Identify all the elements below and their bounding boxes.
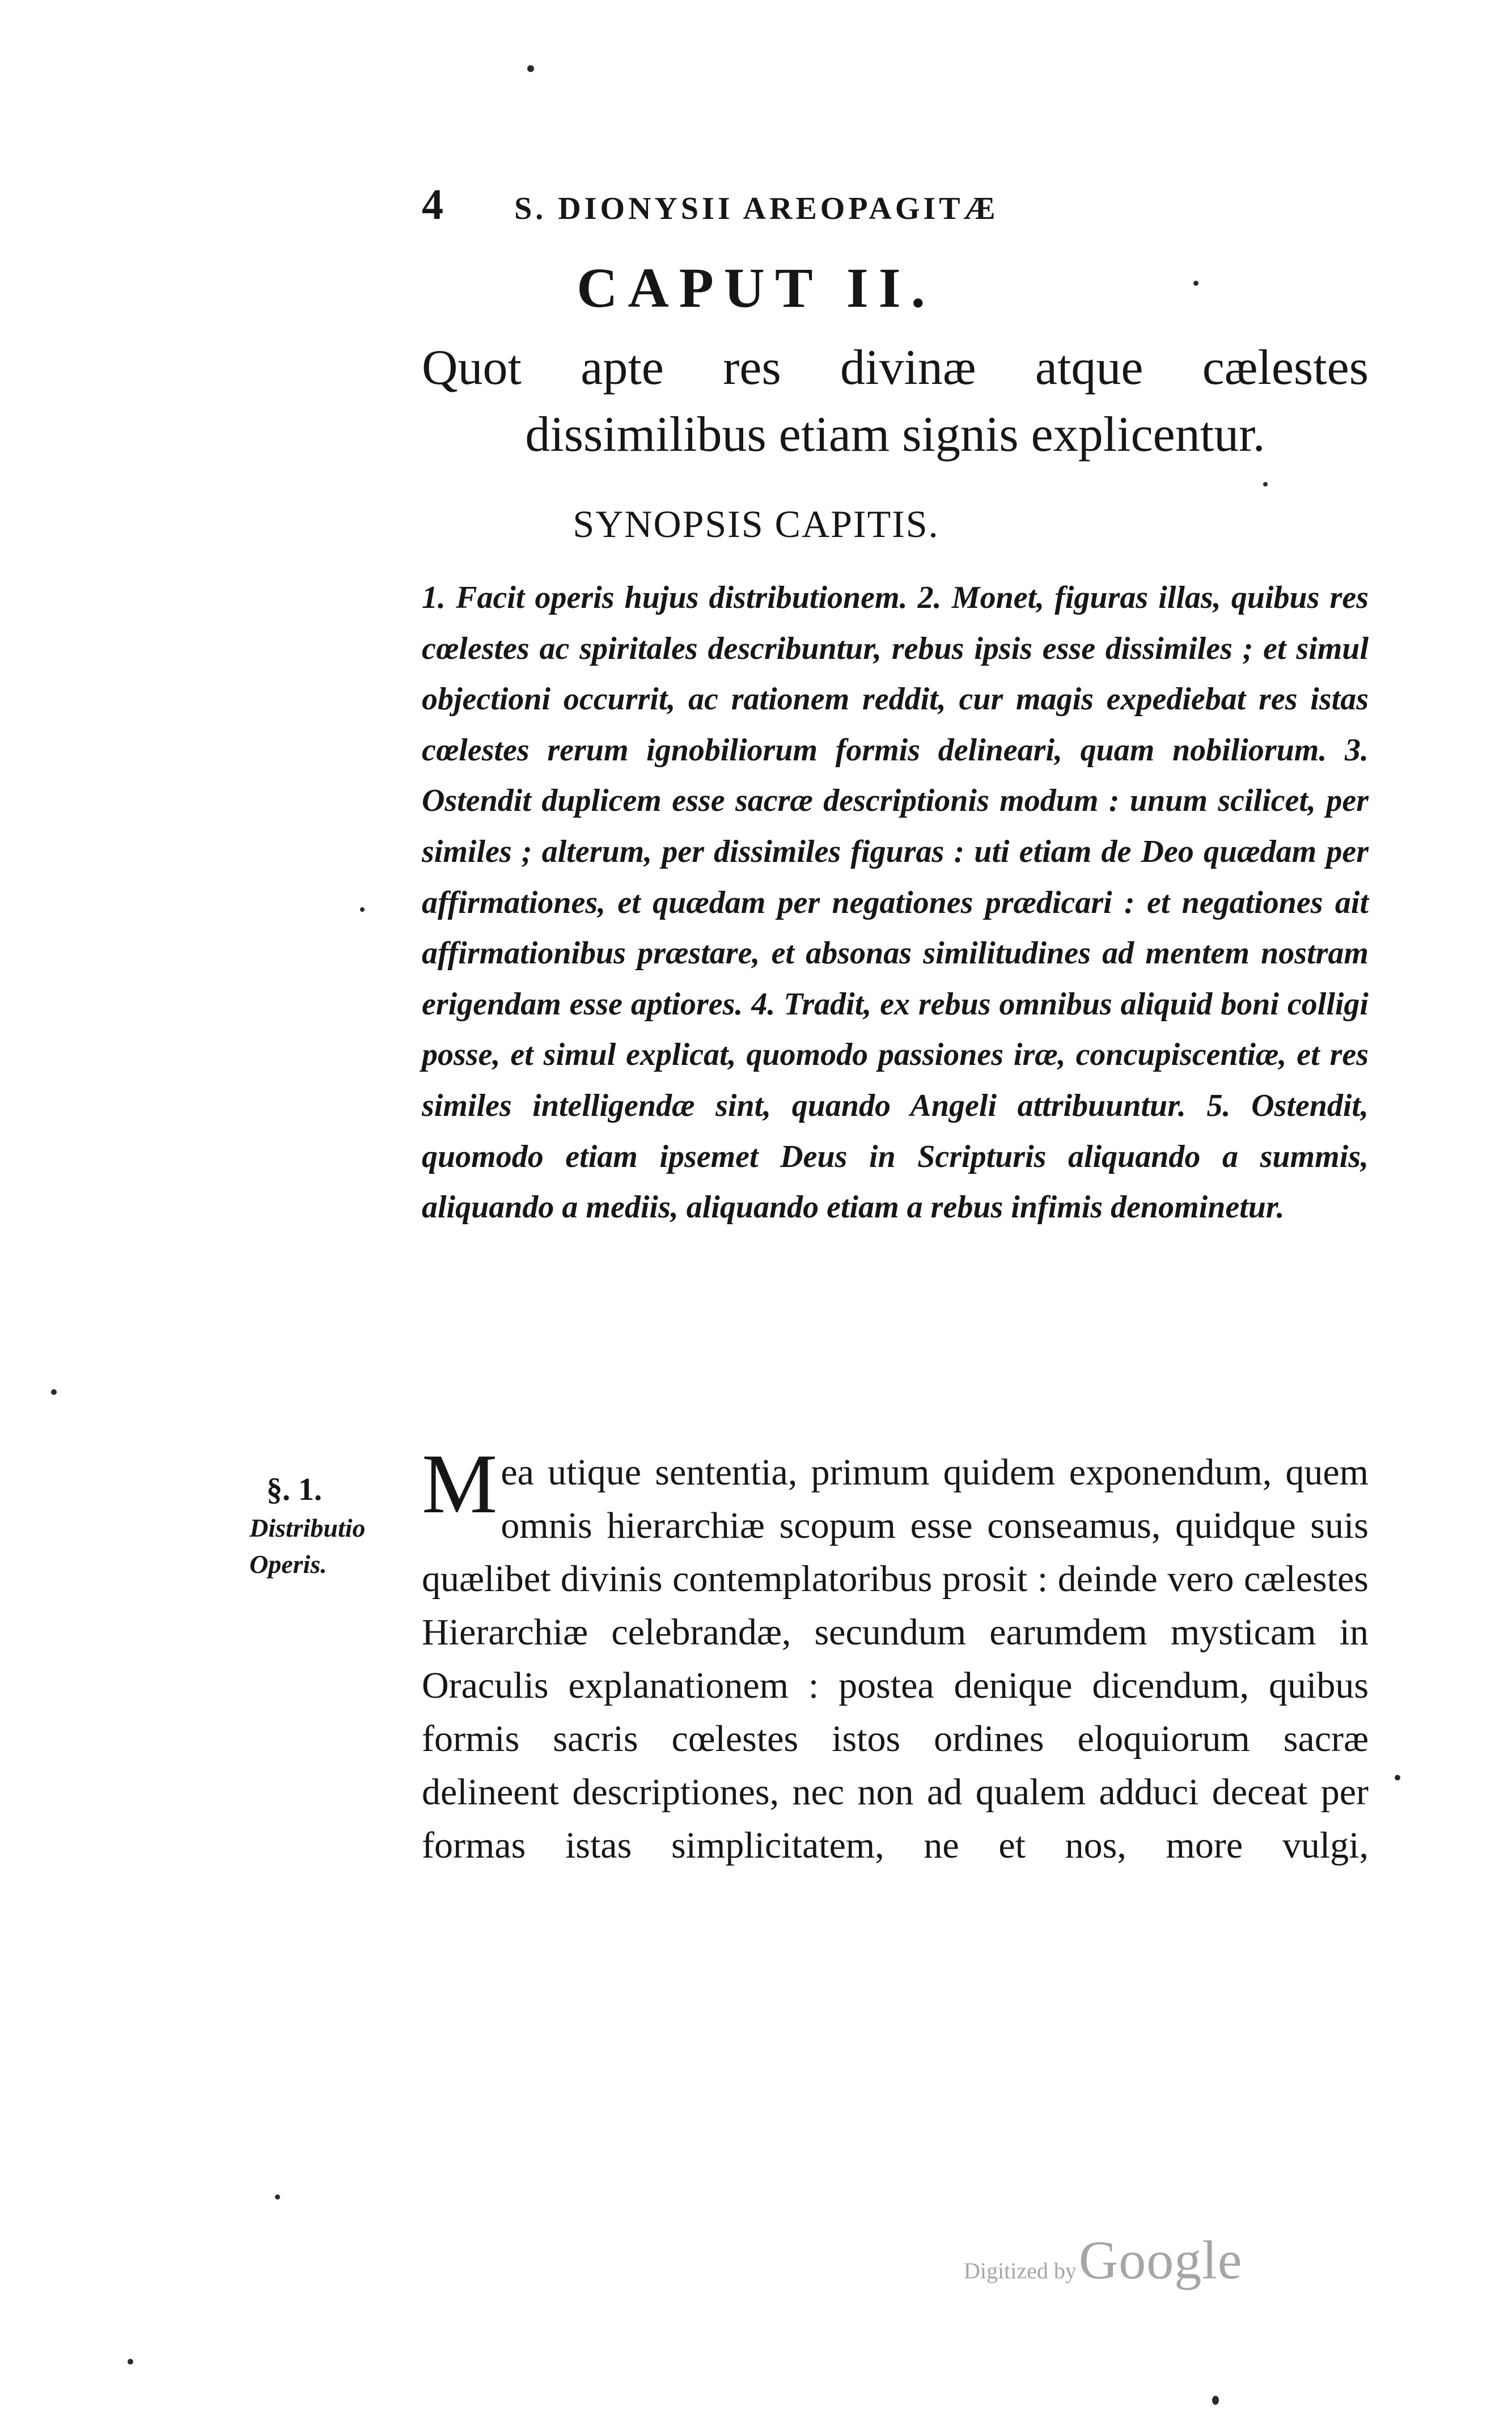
running-title: S. DIONYSII AREOPAGITÆ <box>514 191 999 226</box>
body-paragraph <box>422 1437 1369 1872</box>
digitized-watermark <box>964 2228 1242 2291</box>
chapter-heading: CAPUT II. <box>577 256 935 319</box>
scan-speck <box>128 2359 133 2365</box>
margin-note <box>249 1471 420 1583</box>
running-head <box>422 180 1357 230</box>
section-number: §. 1. <box>266 1472 322 1507</box>
synopsis-text: 1. Facit operis hujus distributionem. 2. Monet, figuras illas, quibus res cœlestes ac spiritales describuntur, rebus ipsis esse dissimiles ; et simul objectioni occurrit, ac rationem reddit, cur magis expediebat res istas cœlestes rerum ignobiliorum formis delineari, quam nobiliorum. 3. Ostendit duplicem esse sacræ descriptionis modum : unum scilicet, per similes ; alterum, per dissimiles figuras : uti etiam de Deo quædam per affirmationes, et quædam per negationes prædicari : et negationes ait affirmationibus præstare, et absonas similitudines ad mentem nostram erigendam esse aptiores. 4. Tradit, ex rebus omnibus aliquid boni colligi posse, et simul explicat, quomodo passiones iræ, concupiscentiæ, et res similes intelligendæ sint, quando Angeli attribuuntur. 5. Ostendit, quomodo etiam ipsemet Deus in Scripturis aliquando a summis, aliquando a mediis, aliquando etiam a rebus infimis denominetur. <box>422 580 1369 1225</box>
body-text: ea utique sententia, primum quidem exponendum, quem omnis hierarchiæ scopum esse conseamus, quidque suis quælibet divinis contemplatoribus prosit : deinde vero cælestes Hierarchiæ celebrandæ, secundum earumdem mysticam in Oraculis explanationem : postea denique dicendum, quibus formis sacris cœlestes istos ordines eloquiorum sacræ delineent descriptiones, nec non ad qualem adduci deceat per formas istas simplicitatem, ne et nos, more vulgi, <box>422 1452 1369 1866</box>
scan-speck <box>275 2194 280 2200</box>
watermark-prefix: Digitized by <box>964 2258 1077 2283</box>
synopsis-heading: SYNOPSIS CAPITIS. <box>573 502 939 545</box>
chapter-title: Quot apte res divinæ atque cælestes dissimilibus etiam signis explicentur. <box>422 340 1369 462</box>
scan-speck <box>1193 281 1198 286</box>
scan-speck <box>1212 2396 1219 2405</box>
drop-cap: M <box>422 1437 498 1531</box>
page-number: 4 <box>422 181 443 229</box>
watermark-brand: Google <box>1078 2230 1243 2290</box>
scan-speck <box>1263 482 1268 487</box>
scan-speck <box>1395 1775 1400 1780</box>
scan-speck <box>527 65 534 72</box>
margin-note-text: Distributio Operis. <box>249 1513 366 1579</box>
scan-speck <box>360 907 365 912</box>
scan-speck <box>51 1389 57 1395</box>
